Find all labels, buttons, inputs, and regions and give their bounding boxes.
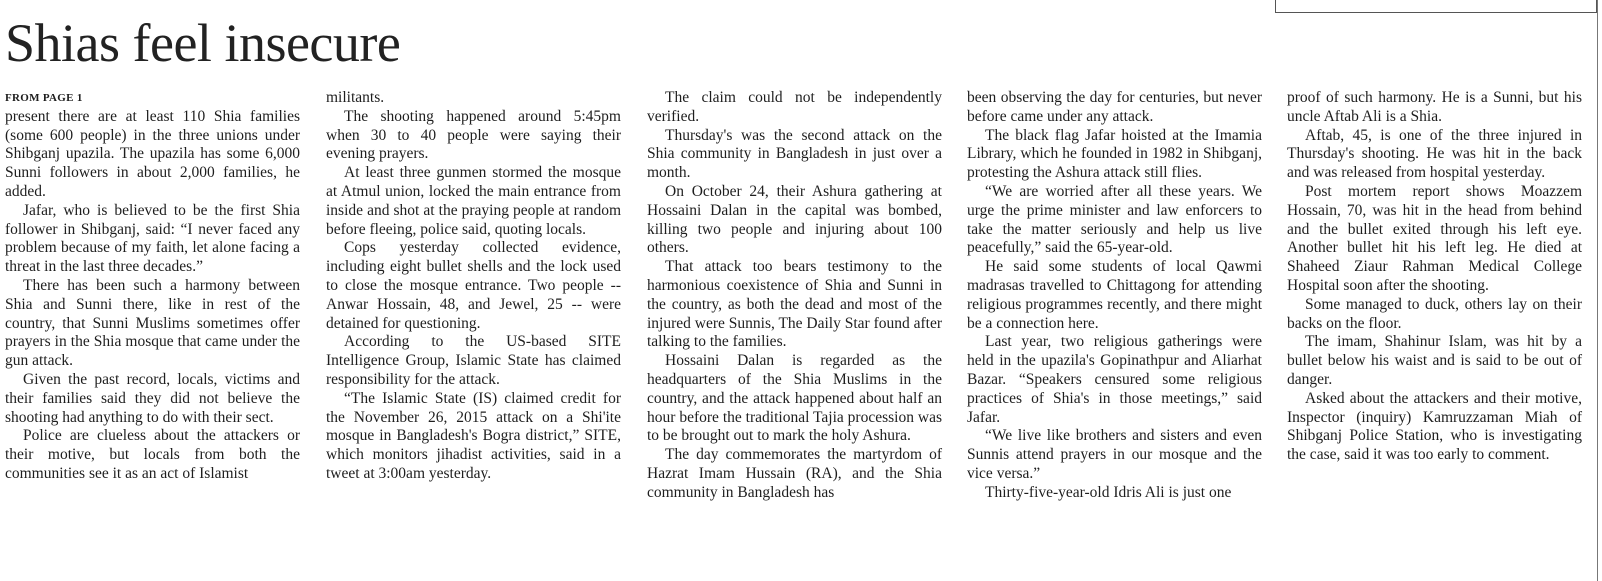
paragraph: Cops yesterday collected evidence, including eight bullet shells and the lock used to close the mosque entrance. Two people -- Anwar Hossain, 48, and Jewel, 25 -- were detained for questioning.	[326, 239, 621, 332]
paragraph: “We are worried after all these years. We urge the prime minister and law enforcers to take the matter seriously and help us live peacefully,” said the 65-year-old.	[967, 182, 1262, 257]
paragraph: Thirty-five-year-old Idris Ali is just one	[985, 483, 1232, 501]
column-1	[5, 89, 300, 484]
paragraph: On October 24, their Ashura gathering at Hossaini Dalan in the capital was bombed, killing two people and injuring about 100 others.	[647, 182, 942, 257]
paragraph: “The Islamic State (IS) claimed credit for the November 26, 2015 attack on a Shi'ite mosque in Bangladesh's Bogra district,” SITE, which monitors jihadist activities, said in a tweet at 3:00am yesterday.	[326, 389, 621, 482]
paragraph: been observing the day for centuries, but never before came under any attack.	[967, 89, 1262, 125]
paragraph: Some managed to duck, others lay on their backs on the floor.	[1287, 295, 1582, 332]
paragraph: He said some students of local Qawmi madrasas travelled to Chittagong for attending religious programmes recently, and there might be a connection here.	[967, 258, 1262, 332]
paragraph: The shooting happened around 5:45pm when 30 to 40 people were saying their evening prayers.	[326, 107, 621, 163]
paragraph: There has been such a harmony between Shia and Sunni there, like in rest of the country, that Sunni Muslims sometimes offer prayers in the Shia mosque that came under the gun attack.	[5, 276, 300, 370]
top-frame	[1275, 0, 1597, 13]
paragraph: Given the past record, locals, victims and their families said they did not believe the shooting had anything to do with their sect.	[5, 370, 300, 426]
column-5	[1287, 89, 1582, 465]
paragraph: present there are at least 110 Shia families (some 600 people) in the three unions under Shibganj upazila. The upazila has some 6,000 Sunni followers in about 2,000 families, he added.	[5, 107, 300, 200]
paragraph: Last year, two religious gatherings were held in the upazila's Gopinathpur and Aliarhat Bazar. “Speakers censured some religious practices of Shia's in those meetings,” said Jafar.	[967, 333, 1262, 426]
paragraph: The black flag Jafar hoisted at the Imamia Library, which he founded in 1982 in Shibganj, protesting the Ashura attack still flies.	[967, 126, 1262, 182]
kicker: FROM PAGE 1	[5, 92, 83, 104]
paragraph: militants.	[326, 89, 385, 106]
paragraph: Thursday's was the second attack on the Shia community in Bangladesh in just over a month.	[647, 126, 942, 182]
page-edge-rule	[1597, 0, 1598, 581]
column-2	[326, 89, 621, 484]
paragraph: The claim could not be independently verified.	[647, 89, 942, 125]
column-3	[647, 89, 942, 503]
paragraph: That attack too bears testimony to the harmonious coexistence of Shia and Sunni in the country, as both the dead and most of the injured were Sunnis, The Daily Star found after talking to the families.	[647, 258, 942, 351]
paragraph: “We live like brothers and sisters and even Sunnis attend prayers in our mosque and the vice versa.”	[967, 427, 1262, 482]
paragraph: Post mortem report shows Moazzem Hossain, 70, was hit in the head from behind and the bullet exited through his left eye. Another bullet hit his left leg. He died at Shaheed Ziaur Rahman Medical College Hospital soon after the shooting.	[1287, 182, 1582, 294]
paragraph: Police are clueless about the attackers or their motive, but locals from both the communities see it as an act of Islamist	[5, 427, 300, 482]
paragraph: proof of such harmony. He is a Sunni, but his uncle Aftab Ali is a Shia.	[1287, 89, 1582, 125]
paragraph: According to the US-based SITE Intelligence Group, Islamic State has claimed responsibility for the attack.	[326, 333, 621, 388]
paragraph: The day commemorates the martyrdom of Hazrat Imam Hussain (RA), and the Shia community in Bangladesh has	[647, 446, 942, 501]
paragraph: Jafar, who is believed to be the first Shia follower in Shibganj, said: “I never faced any problem because of my faith, let alone facing a threat in the last three decades.”	[5, 201, 300, 276]
paragraph: At least three gunmen stormed the mosque at Atmul union, locked the main entrance from inside and shot at the praying people at random before fleeing, police said, quoting locals.	[326, 164, 621, 238]
paragraph: The imam, Shahinur Islam, was hit by a bullet below his waist and is said to be out of danger.	[1287, 333, 1582, 388]
paragraph: Aftab, 45, is one of the three injured in Thursday's shooting. He was hit in the back and was released from hospital yesterday.	[1287, 126, 1582, 182]
headline: Shias feel insecure	[5, 13, 401, 73]
column-4	[967, 89, 1262, 503]
paragraph: Asked about the attackers and their motive, Inspector (inquiry) Kamruzzaman Miah of Shibganj Police Station, who is investigating the case, said it was too early to comment.	[1287, 389, 1582, 464]
paragraph: Hossaini Dalan is regarded as the headquarters of the Shia Muslims in the country, and the attack happened about half an hour before the traditional Tajia procession was to be brought out to mark the holy Ashura.	[647, 352, 942, 445]
